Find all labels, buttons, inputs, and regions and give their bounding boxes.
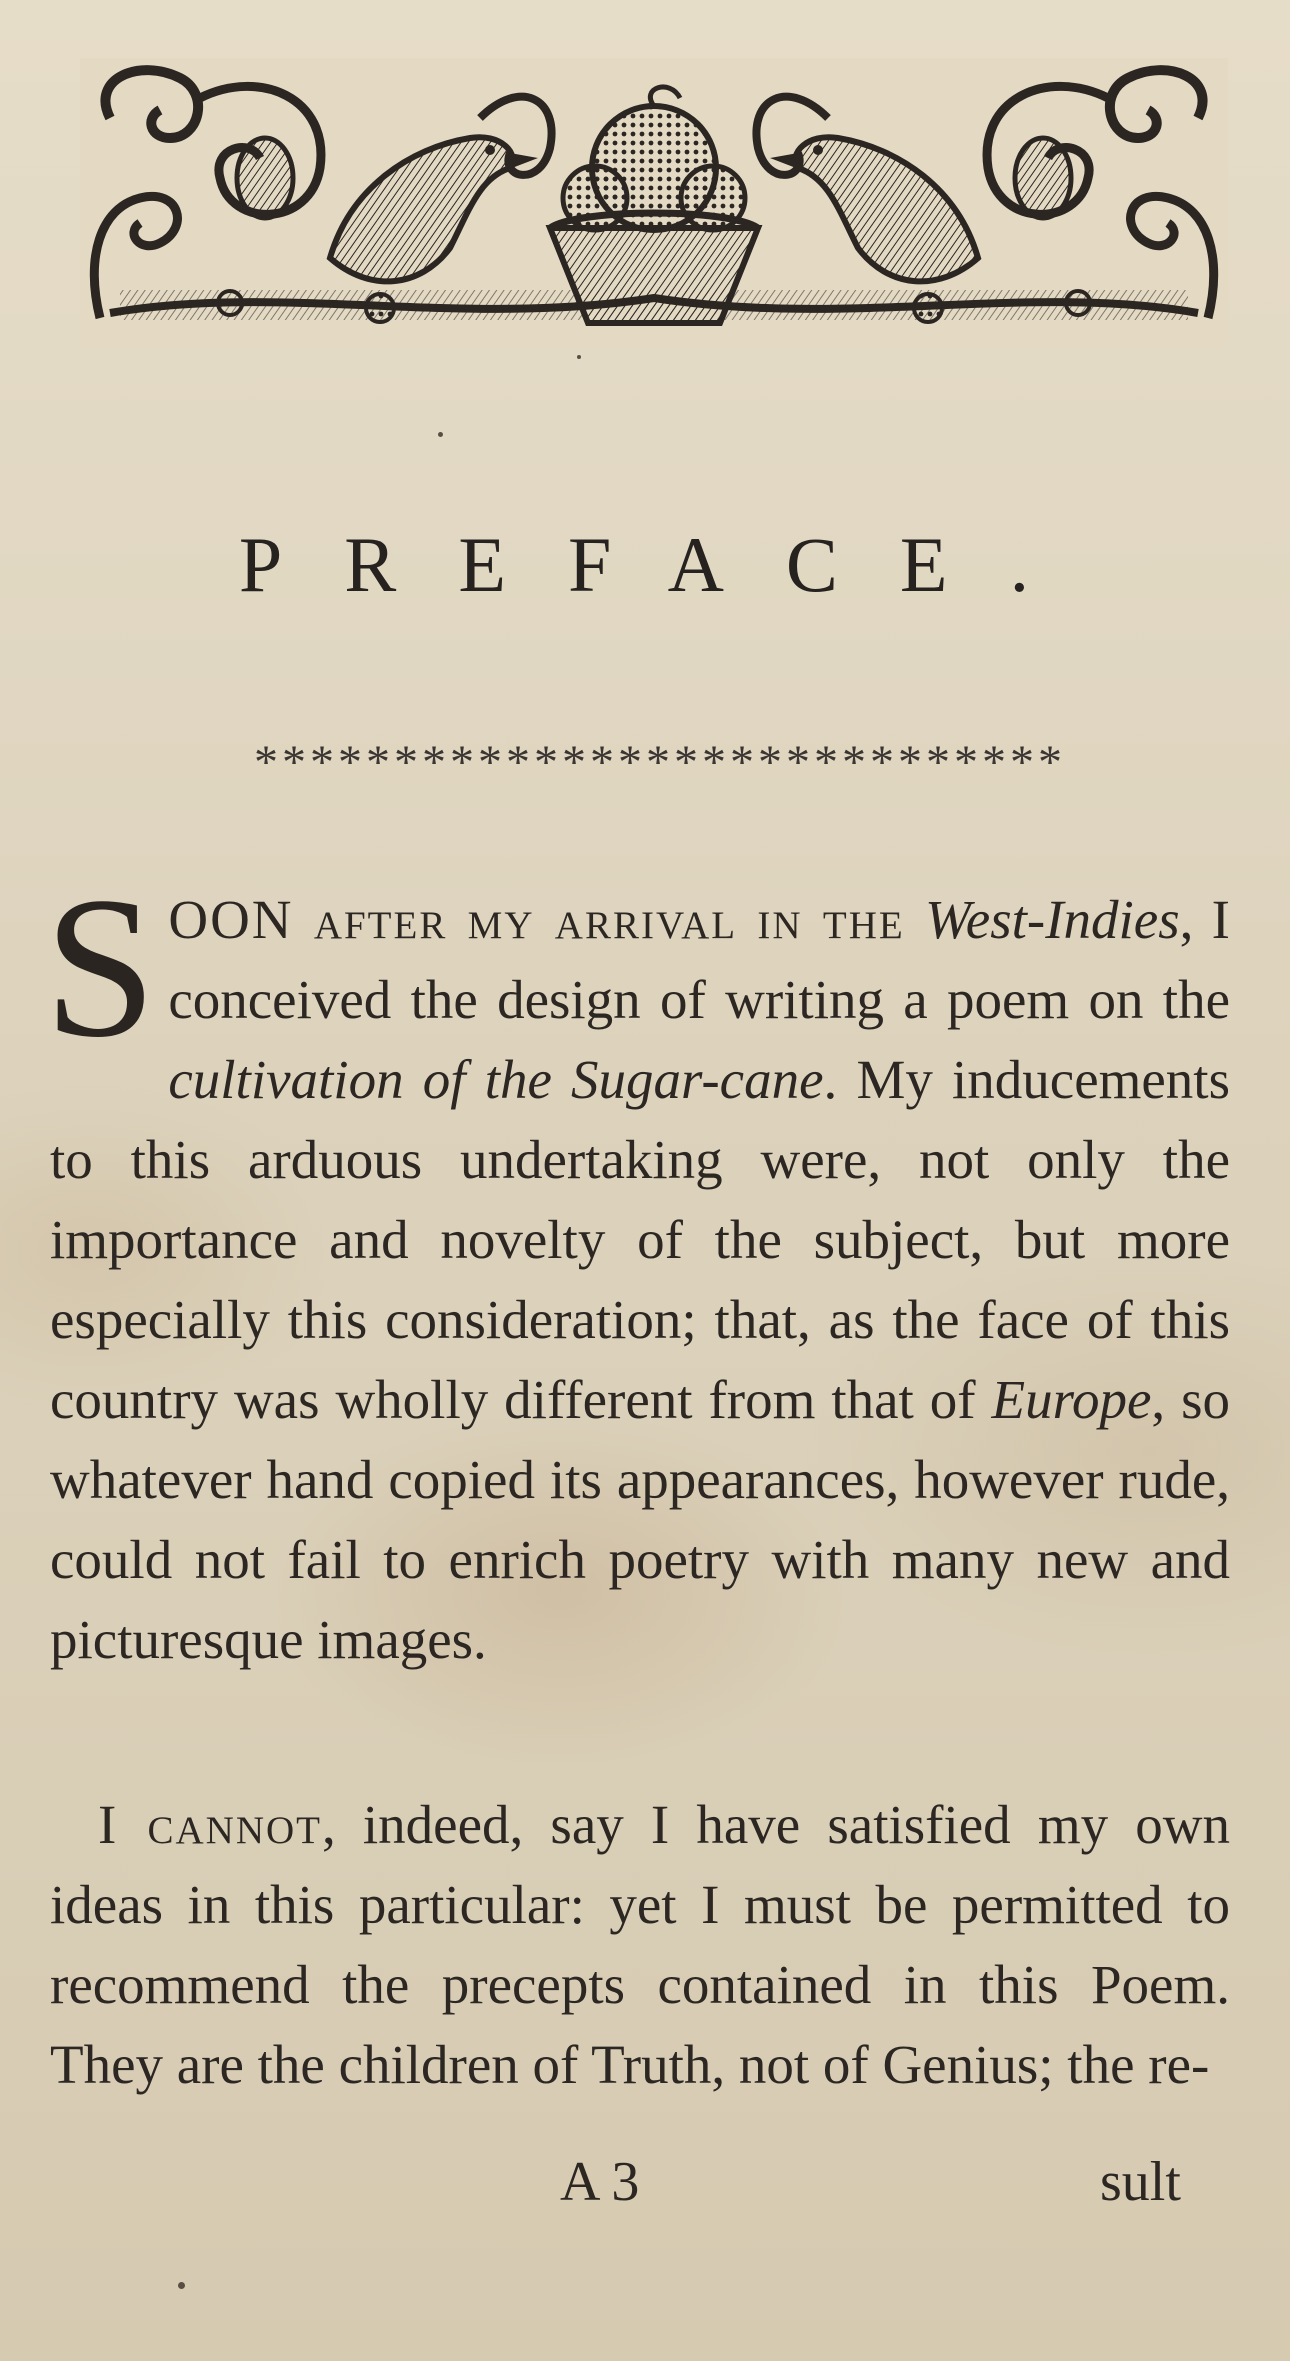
paragraph-1-segment: cultivation of the Sugar-cane	[168, 1049, 824, 1110]
paragraph-1-segment: OON after my arrival in the	[168, 889, 926, 950]
paragraph-2-text: , indeed, say I have satisfied my own ideas in this particular: yet I must be permitted to recommend the precepts contained in this Poem. They are the children of Truth, not of Genius; the re-	[50, 1794, 1230, 2095]
asterisk-rule: *****************************	[254, 736, 1066, 789]
paragraph-1	[44, 855, 1230, 1680]
paragraph-1-segment: Europe	[991, 1369, 1152, 1430]
drop-cap: S	[44, 855, 157, 1079]
catchword: sult	[1100, 2151, 1181, 2213]
paragraph-2	[50, 1785, 1230, 2105]
ink-speck	[438, 432, 443, 437]
woodcut-headpiece-icon	[80, 58, 1228, 348]
paragraph-1-segment: , I conceived the design of writing a poem on the	[168, 889, 1230, 1030]
paragraph-2-lead: I cannot	[98, 1794, 322, 1855]
page-heading: PREFACE.	[238, 521, 1092, 608]
ink-speck	[178, 2282, 185, 2289]
signature-mark: A 3	[560, 2151, 640, 2213]
ink-speck	[577, 355, 581, 359]
paragraph-1-segment: , so whatever hand copied its appearances, however rude, could not fail to enrich poetry with many new and picturesque images.	[50, 1369, 1230, 1670]
paragraph-1-segment: . My inducements to this arduous undertaking were, not only the importance and novelty of the subject, but more especially this consideration; that, as the face of this country was wholly different from that of	[50, 1049, 1230, 1430]
paragraph-1-segment: West-Indies	[925, 889, 1180, 950]
